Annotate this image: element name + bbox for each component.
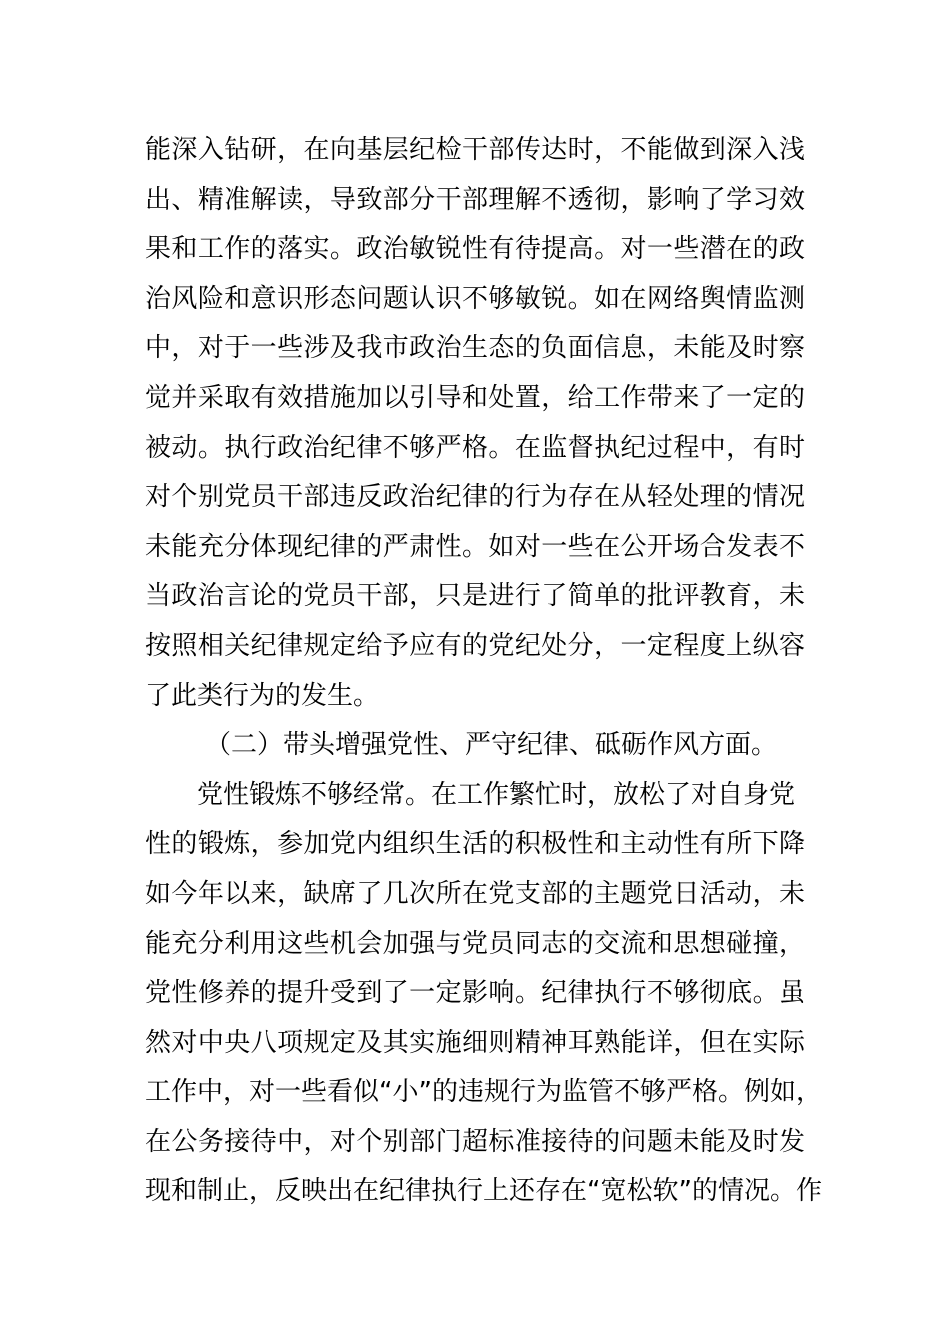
document-body bbox=[145, 126, 822, 1217]
text-line: 被动。执行政治纪律不够严格。在监督执纪过程中，有时 bbox=[145, 432, 805, 463]
text-line: 工作中，对一些看似“小”的违规行为监管不够严格。例如， bbox=[145, 1077, 822, 1108]
text-line: 了此类行为的发生。 bbox=[145, 680, 380, 711]
text-line: 按照相关纪律规定给予应有的党纪处分，一定程度上纵容 bbox=[145, 630, 805, 661]
text-line: 出、精准解读，导致部分干部理解不透彻，影响了学习效 bbox=[145, 184, 805, 215]
text-line: 现和制止，反映出在纪律执行上还存在“宽松软”的情况。作 bbox=[145, 1176, 822, 1207]
text-line: 如今年以来，缺席了几次所在党支部的主题党日活动，未 bbox=[145, 878, 805, 909]
text-line: 能充分利用这些机会加强与党员同志的交流和思想碰撞， bbox=[145, 928, 805, 959]
text-line: 中，对于一些涉及我市政治生态的负面信息，未能及时察 bbox=[145, 333, 805, 364]
text-line: 治风险和意识形态问题认识不够敏锐。如在网络舆情监测 bbox=[145, 283, 805, 314]
text-line: 能深入钻研，在向基层纪检干部传达时，不能做到深入浅 bbox=[145, 135, 805, 165]
text-line: 果和工作的落实。政治敏锐性有待提高。对一些潜在的政 bbox=[145, 234, 805, 265]
paragraph-first-line: 党性锻炼不够经常。在工作繁忙时，放松了对自身党 bbox=[197, 779, 796, 810]
text-line: 在公务接待中，对个别部门超标准接待的问题未能及时发 bbox=[145, 1126, 805, 1157]
text-line: 党性修养的提升受到了一定影响。纪律执行不够彻底。虽 bbox=[145, 978, 805, 1009]
section-heading: （二）带头增强党性、严守纪律、砥砺作风方面。 bbox=[205, 730, 778, 761]
text-line: 性的锻炼，参加党内组织生活的积极性和主动性有所下降 bbox=[145, 829, 805, 860]
text-line: 未能充分体现纪律的严肃性。如对一些在公开场合发表不 bbox=[145, 531, 805, 562]
text-line: 然对中央八项规定及其实施细则精神耳熟能详，但在实际 bbox=[145, 1027, 805, 1058]
text-line: 当政治言论的党员干部，只是进行了简单的批评教育，未 bbox=[145, 581, 805, 612]
text-line: 对个别党员干部违反政治纪律的行为存在从轻处理的情况 bbox=[145, 482, 805, 513]
text-line: 觉并采取有效措施加以引导和处置，给工作带来了一定的 bbox=[145, 382, 805, 413]
